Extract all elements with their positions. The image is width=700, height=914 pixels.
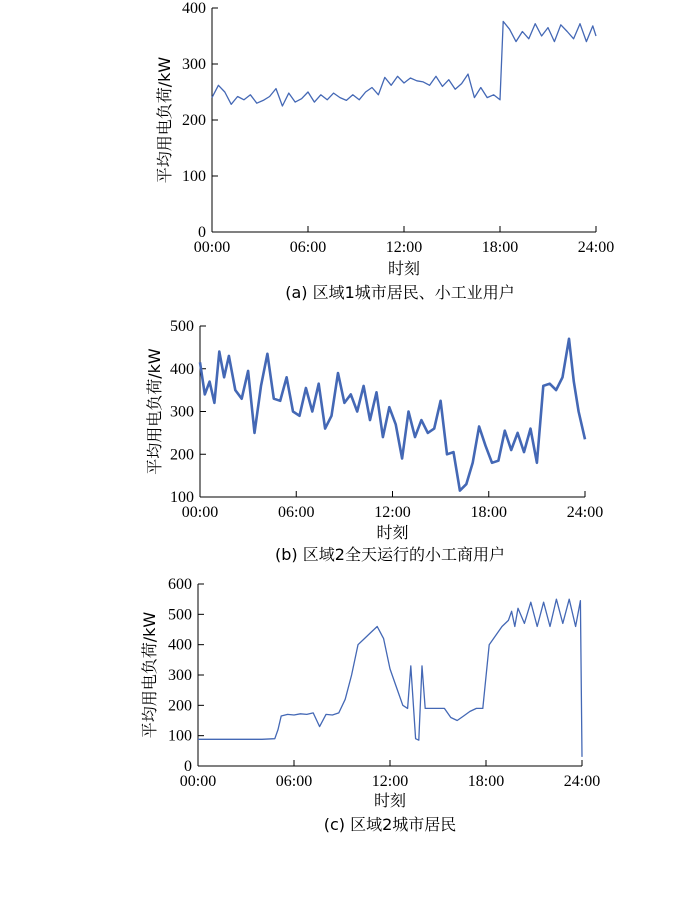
x-tick-label: 00:00 <box>181 504 219 521</box>
y-axis-title: 平均用电负荷/kW <box>155 56 174 184</box>
y-tick-label: 600 <box>168 576 192 593</box>
x-tick-label: 18:00 <box>481 239 519 256</box>
x-tick-label: 00:00 <box>179 773 217 790</box>
series-line <box>212 21 596 106</box>
y-tick-label: 0 <box>198 224 206 241</box>
y-tick-label: 100 <box>168 727 192 745</box>
y-tick-label: 400 <box>170 360 194 378</box>
x-tick-label: 00:00 <box>193 239 231 256</box>
x-tick-label: 06:00 <box>275 773 313 790</box>
y-tick-label: 200 <box>182 112 206 129</box>
y-tick-label: 0 <box>184 758 192 775</box>
y-tick-label: 300 <box>168 667 192 684</box>
x-tick-label: 24:00 <box>577 239 615 256</box>
series-line <box>198 599 582 757</box>
chart-caption: (a) 区域1城市居民、小工业用户 <box>285 283 515 302</box>
y-tick-label: 200 <box>168 697 192 715</box>
x-tick-label: 12:00 <box>371 773 409 790</box>
x-tick-label: 24:00 <box>566 504 604 521</box>
y-axis-title: 平均用电负荷/kW <box>145 348 164 475</box>
y-tick-label: 300 <box>182 56 206 73</box>
y-tick-label: 200 <box>170 446 194 464</box>
x-axis-title: 时刻 <box>387 259 421 278</box>
y-tick-label: 100 <box>182 168 206 185</box>
y-tick-label: 400 <box>168 636 192 654</box>
chart-caption: (b) 区域2全天运行的小工商用户 <box>275 545 505 564</box>
x-axis-title: 时刻 <box>376 523 409 542</box>
y-tick-label: 100 <box>170 489 194 506</box>
x-tick-label: 18:00 <box>467 773 505 790</box>
x-tick-label: 06:00 <box>289 239 327 256</box>
y-tick-label: 400 <box>182 0 206 17</box>
series-line <box>200 339 585 491</box>
x-tick-label: 12:00 <box>385 239 423 256</box>
y-tick-label: 300 <box>170 403 194 421</box>
x-tick-label: 06:00 <box>278 504 315 521</box>
x-tick-label: 24:00 <box>563 773 601 790</box>
y-tick-label: 500 <box>168 606 192 624</box>
x-tick-label: 12:00 <box>374 504 411 521</box>
chart-caption: (c) 区域2城市居民 <box>323 815 457 834</box>
x-tick-label: 18:00 <box>470 504 507 521</box>
y-tick-label: 500 <box>170 318 194 335</box>
x-axis-title: 时刻 <box>373 791 407 810</box>
y-axis-title: 平均用电负荷/kW <box>140 611 159 739</box>
